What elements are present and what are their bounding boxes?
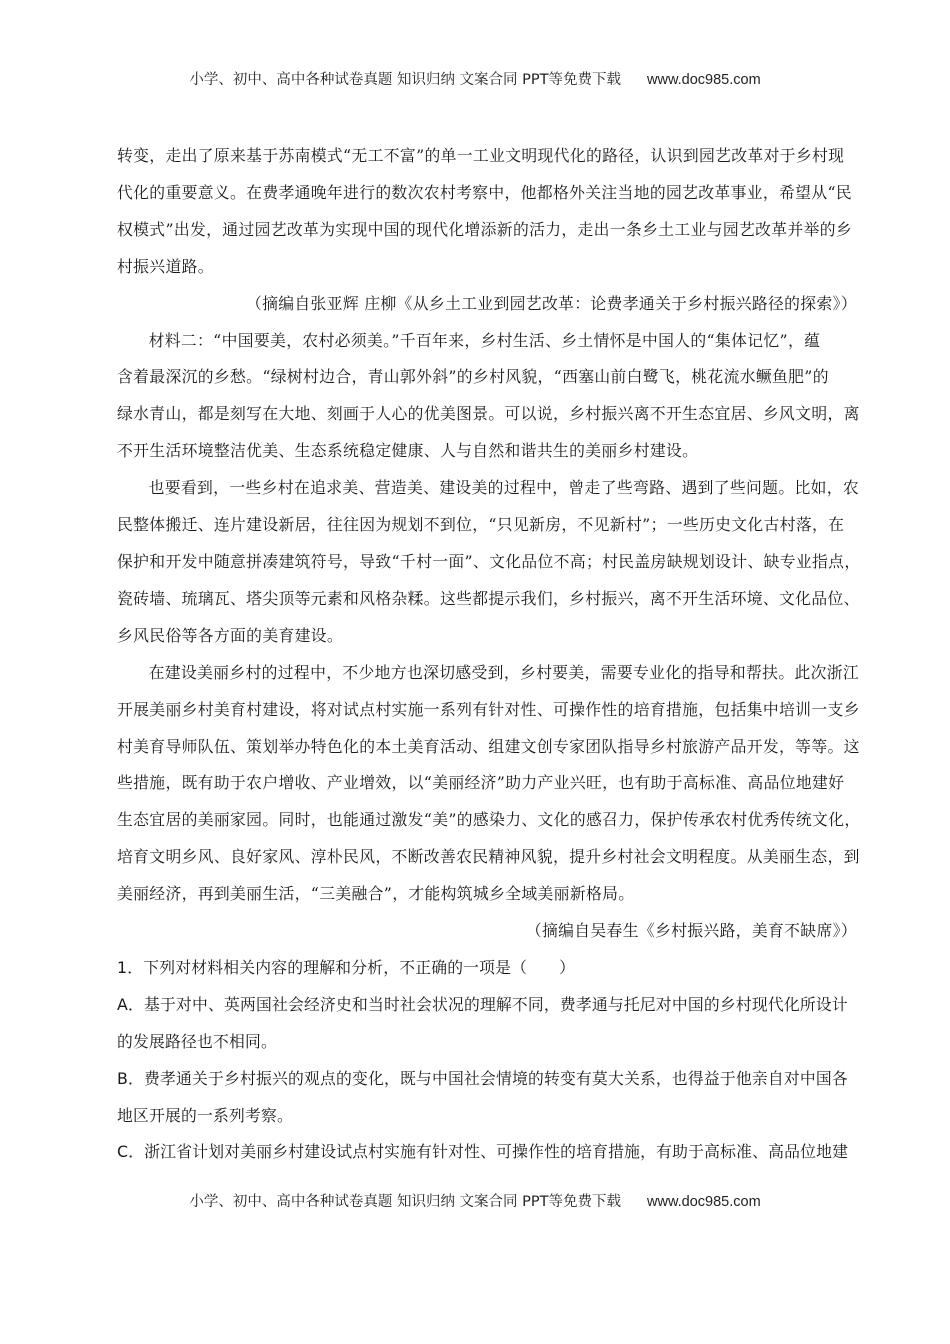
text-line: 些措施，既有助于农户增收、产业增效，以“美丽经济”助力产业兴旺，也有助于高标准、高品位地建好 (117, 773, 845, 793)
text-line: 材料二：“中国要美，农村必须美。”千百年来，乡村生活、乡土情怀是中国人的“集体记忆”，蕴 (148, 330, 821, 350)
text-line: 绿水青山，都是刻写在大地、刻画于人心的优美图景。可以说，乡村振兴离不开生态宜居、乡风文明，离 (117, 404, 860, 424)
question-1 (117, 950, 857, 1171)
text-line: 保护和开发中随意拼凑建筑符号，导致“千村一面”、文化品位不高；村民盖房缺规划设计、缺专业指点， (117, 551, 861, 571)
option-a-line: 的发展路径也不相同。 (117, 1031, 277, 1051)
footer-url[interactable]: www.doc985.com (647, 1194, 761, 1210)
text-line: 瓷砖墙、琉璃瓦、塔尖顶等元素和风格杂糅。这些都提示我们，乡村振兴，离不开生活环境、文化品位、 (117, 588, 860, 608)
text-line: 村美育导师队伍、策划举办特色化的本土美育活动、组建文创专家团队指导乡村旅游产品开发，等等。这 (117, 736, 860, 756)
text-line: 权模式”出发，通过园艺改革为实现中国的现代化增添新的活力，走出一条乡土工业与园艺改革并举的乡 (117, 219, 853, 239)
header-url[interactable]: www.doc985.com (647, 72, 761, 88)
paragraph-2 (117, 323, 860, 471)
citation-2: （摘编自吴春生《乡村振兴路，美育不缺席》） (525, 921, 857, 941)
text-line: 代化的重要意义。在费孝通晚年进行的数次农村考察中，他都格外关注当地的园艺改革事业，希望从“民 (117, 182, 853, 202)
option-b-line: B．费孝通关于乡村振兴的观点的变化，既与中国社会情境的转变有莫大关系，也得益于他亲自对中国各 (117, 1068, 848, 1088)
page-header (0, 68, 950, 89)
footer-text: 小学、初中、高中各种试卷真题 知识归纳 文案合同 PPT等免费下载 (189, 1194, 622, 1210)
paragraph-4 (117, 655, 861, 913)
text-line: 民整体搬迁、连片建设新居，往往因为规划不到位，“只见新房，不见新村”；一些历史文化古村落，在 (117, 515, 845, 535)
text-line: 不开生活环境整洁优美、生态系统稳定健康、人与自然和谐共生的美丽乡村建设。 (117, 441, 699, 461)
text-line: 含着最深沉的乡愁。“绿树村边合，青山郭外斜”的乡村风貌，“西塞山前白鹭飞，桃花流水鳜鱼肥”的 (117, 367, 829, 387)
text-line: 乡风民俗等各方面的美育建设。 (117, 625, 344, 645)
text-line: 村振兴道路。 (117, 256, 214, 276)
header-text: 小学、初中、高中各种试卷真题 知识归纳 文案合同 PPT等免费下载 (189, 72, 622, 88)
citation-1: （摘编自张亚辉 庄柳《从乡土工业到园艺改革：论费孝通关于乡村振兴路径的探索》） (245, 293, 857, 313)
paragraph-1 (117, 138, 857, 286)
text-line: 生态宜居的美丽家园。同时，也能通过激发“美”的感染力、文化的感召力，保护传承农村优秀传统文化， (117, 810, 861, 830)
text-line: 培育文明乡风、良好家风、淳朴民风，不断改善农民精神风貌，提升乡村社会文明程度。从美丽生态，到 (117, 847, 860, 867)
text-line: 美丽经济，再到美丽生活，“三美融合”，才能构筑城乡全域美丽新格局。 (117, 884, 635, 904)
document-body (117, 138, 861, 1171)
option-b-line: 地区开展的一系列考察。 (117, 1105, 293, 1125)
text-line: 在建设美丽乡村的过程中，不少地方也深切感受到，乡村要美，需要专业化的指导和帮扶。此次浙江 (148, 662, 860, 682)
text-line: 转变，走出了原来基于苏南模式“无工不富”的单一工业文明现代化的路径，认识到园艺改革对于乡村现 (117, 146, 845, 165)
page-footer (0, 1190, 950, 1211)
paragraph-3 (117, 470, 861, 655)
question-stem: 1．下列对材料相关内容的理解和分析，不正确的一项是（ ） (117, 957, 576, 977)
text-line: 开展美丽乡村美育村建设，将对试点村实施一系列有针对性、可操作性的培育措施，包括集中培训一支乡 (117, 699, 860, 719)
option-a-line: A．基于对中、英两国社会经济史和当时社会状况的理解不同，费孝通与托尼对中国的乡村现代化所设计 (117, 994, 848, 1014)
text-line: 也要看到，一些乡村在追求美、营造美、建设美的过程中，曾走了些弯路、遇到了些问题。比如，农 (148, 478, 860, 498)
option-c-line: C．浙江省计划对美丽乡村建设试点村实施有针对性、可操作性的培育措施，有助于高标准、高品位地建 (117, 1142, 849, 1162)
